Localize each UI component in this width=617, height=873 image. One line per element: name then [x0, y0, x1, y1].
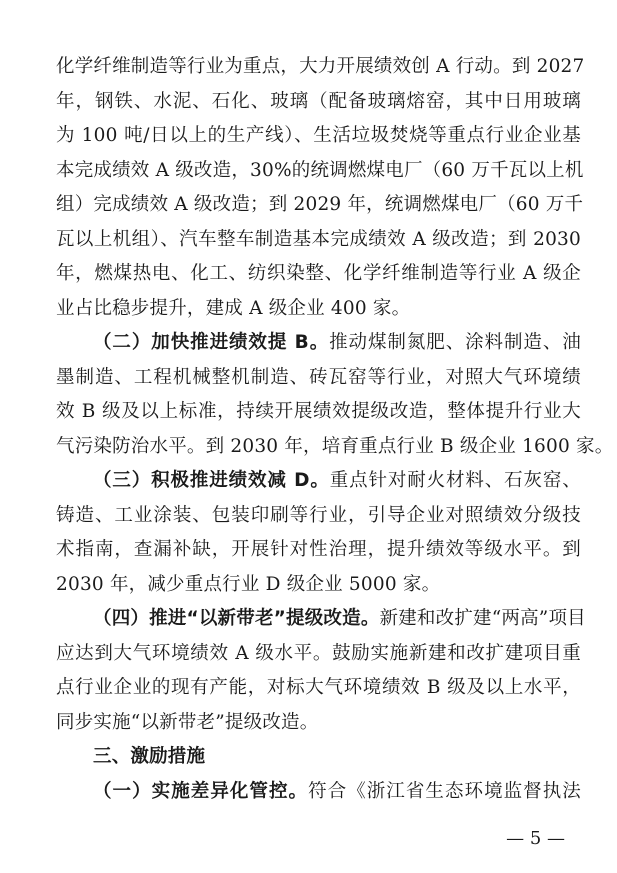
- text-line: [56, 637, 581, 672]
- document-body: [56, 50, 614, 809]
- subheading-lead: （三）积极推进绩效减 D。: [93, 470, 330, 491]
- text-line: [56, 568, 581, 603]
- text-line: [56, 395, 581, 430]
- text-line: [56, 499, 581, 534]
- line-text: 本完成绩效 A 级改造，30%的统调燃煤电厂（60 万千瓦以上机: [56, 159, 584, 181]
- section-heading: 三、激励措施: [93, 746, 206, 767]
- text-line: [56, 533, 581, 568]
- line-text: 符合《浙江省生态环境监督执法: [308, 780, 581, 802]
- subheading-lead: （一）实施差异化管控。: [93, 780, 309, 802]
- line-text: 为 100 吨/日以上的生产线）、生活垃圾焚烧等重点行业企业基: [56, 125, 581, 146]
- text-line: [56, 706, 581, 741]
- page-number: — 5 —: [506, 828, 565, 849]
- line-text: 化学纤维制造等行业为重点，大力开展绩效创 A 行动。到 2027: [56, 56, 585, 77]
- subheading-lead: （二）加快推进绩效提 B。: [93, 332, 330, 353]
- line-text: 气污染防治水平。到 2030 年，培育重点行业 B 级企业 1600 家。: [56, 435, 614, 457]
- line-text: 术指南，查漏补缺，开展针对性治理，提升绩效等级水平。到: [56, 539, 581, 560]
- text-line: [56, 292, 581, 327]
- line-text: 推动煤制氮肥、涂料制造、油: [329, 332, 581, 353]
- line-text: 点行业企业的现有产能，对标大气环境绩效 B 级及以上水平，: [56, 677, 581, 698]
- line-text: 瓦以上机组）、汽车整车制造基本完成绩效 A 级改造；到 2030: [56, 228, 581, 250]
- text-line: [56, 119, 581, 154]
- line-text: 组）完成绩效 A 级改造；到 2029 年，统调燃煤电厂（60 万千: [56, 194, 584, 215]
- text-line: [56, 50, 585, 85]
- line-text: 应达到大气环境绩效 A 级水平。鼓励实施新建和改扩建项目重: [56, 642, 581, 664]
- text-line: [56, 188, 584, 223]
- text-line: [56, 154, 584, 189]
- line-text: 2030 年，减少重点行业 D 级企业 5000 家。: [56, 573, 441, 595]
- line-text: 年，燃煤热电、化工、纺织染整、化学纤维制造等行业 A 级企: [56, 263, 581, 284]
- line-text: 铸造、工业涂装、包装印刷等行业，引导企业对照绩效分级技: [56, 504, 581, 526]
- text-line: [56, 85, 581, 120]
- line-text: 重点针对耐火材料、石灰窑、: [329, 470, 581, 491]
- line-text: 新建和改扩建“两高”项目: [379, 608, 586, 629]
- text-line: [56, 671, 581, 706]
- text-line: [56, 326, 581, 361]
- text-line: [56, 257, 581, 292]
- text-line: [56, 223, 581, 258]
- line-text: 同步实施“以新带老”提级改造。: [56, 711, 319, 733]
- text-line: [56, 361, 581, 396]
- text-line: [56, 464, 581, 499]
- line-text: 效 B 级及以上标准，持续开展绩效提级改造，整体提升行业大: [56, 401, 581, 422]
- line-text: 业占比稳步提升，建成 A 级企业 400 家。: [56, 297, 411, 319]
- subheading-lead: （四）推进“以新带老”提级改造。: [93, 608, 380, 629]
- text-line: [56, 775, 581, 810]
- line-text: 墨制造、工程机械整机制造、砖瓦窑等行业，对照大气环境绩: [56, 366, 581, 388]
- text-line: [56, 430, 614, 465]
- line-text: 年，钢铁、水泥、石化、玻璃（配备玻璃熔窑，其中日用玻璃: [56, 90, 581, 112]
- text-line: [56, 602, 586, 637]
